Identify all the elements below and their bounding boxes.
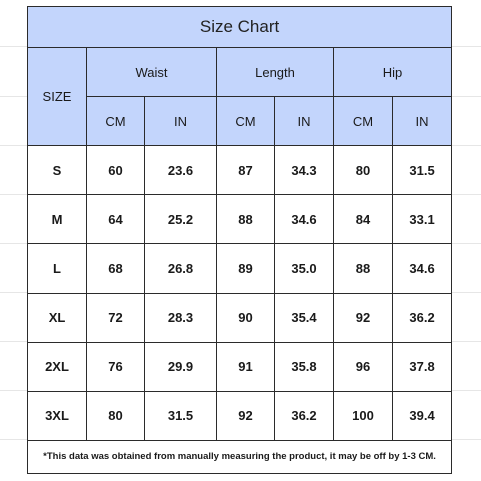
size-cell: M [28,195,87,244]
table-row [28,146,452,195]
unit-header: CM [334,97,393,146]
value-cell: 100 [334,391,393,440]
size-column-header: SIZE [28,48,87,146]
value-cell: 96 [334,342,393,391]
value-cell: 34.6 [275,195,334,244]
value-cell: 87 [217,146,275,195]
waist-group-header: Waist [87,48,217,97]
value-cell: 26.8 [145,244,217,293]
value-cell: 80 [334,146,393,195]
unit-header-row [28,97,452,146]
size-cell: XL [28,293,87,342]
size-cell: 2XL [28,342,87,391]
table-body [28,7,452,474]
value-cell: 88 [217,195,275,244]
size-cell: 3XL [28,391,87,440]
value-cell: 92 [334,293,393,342]
value-cell: 84 [334,195,393,244]
size-cell: L [28,244,87,293]
unit-header: IN [275,97,334,146]
value-cell: 37.8 [393,342,452,391]
value-cell: 92 [217,391,275,440]
value-cell: 28.3 [145,293,217,342]
value-cell: 90 [217,293,275,342]
value-cell: 36.2 [393,293,452,342]
value-cell: 33.1 [393,195,452,244]
value-cell: 35.8 [275,342,334,391]
unit-header: IN [145,97,217,146]
value-cell: 23.6 [145,146,217,195]
value-cell: 76 [87,342,145,391]
measurement-note: *This data was obtained from manually measuring the product, it may be off by 1-3 CM. [28,440,452,473]
value-cell: 31.5 [145,391,217,440]
title-row [28,7,452,48]
unit-header: IN [393,97,452,146]
value-cell: 88 [334,244,393,293]
value-cell: 35.4 [275,293,334,342]
value-cell: 89 [217,244,275,293]
value-cell: 31.5 [393,146,452,195]
note-row [28,440,452,473]
value-cell: 36.2 [275,391,334,440]
unit-header: CM [217,97,275,146]
value-cell: 39.4 [393,391,452,440]
value-cell: 35.0 [275,244,334,293]
value-cell: 60 [87,146,145,195]
table-row [28,342,452,391]
size-cell: S [28,146,87,195]
table-row [28,244,452,293]
hip-group-header: Hip [334,48,452,97]
length-group-header: Length [217,48,334,97]
table-row [28,195,452,244]
group-header-row [28,48,452,97]
value-cell: 34.3 [275,146,334,195]
table-row [28,391,452,440]
value-cell: 34.6 [393,244,452,293]
value-cell: 25.2 [145,195,217,244]
value-cell: 80 [87,391,145,440]
table-row [28,293,452,342]
value-cell: 72 [87,293,145,342]
unit-header: CM [87,97,145,146]
value-cell: 64 [87,195,145,244]
value-cell: 29.9 [145,342,217,391]
value-cell: 68 [87,244,145,293]
size-chart-table [27,6,452,474]
table-title: Size Chart [28,7,452,48]
value-cell: 91 [217,342,275,391]
